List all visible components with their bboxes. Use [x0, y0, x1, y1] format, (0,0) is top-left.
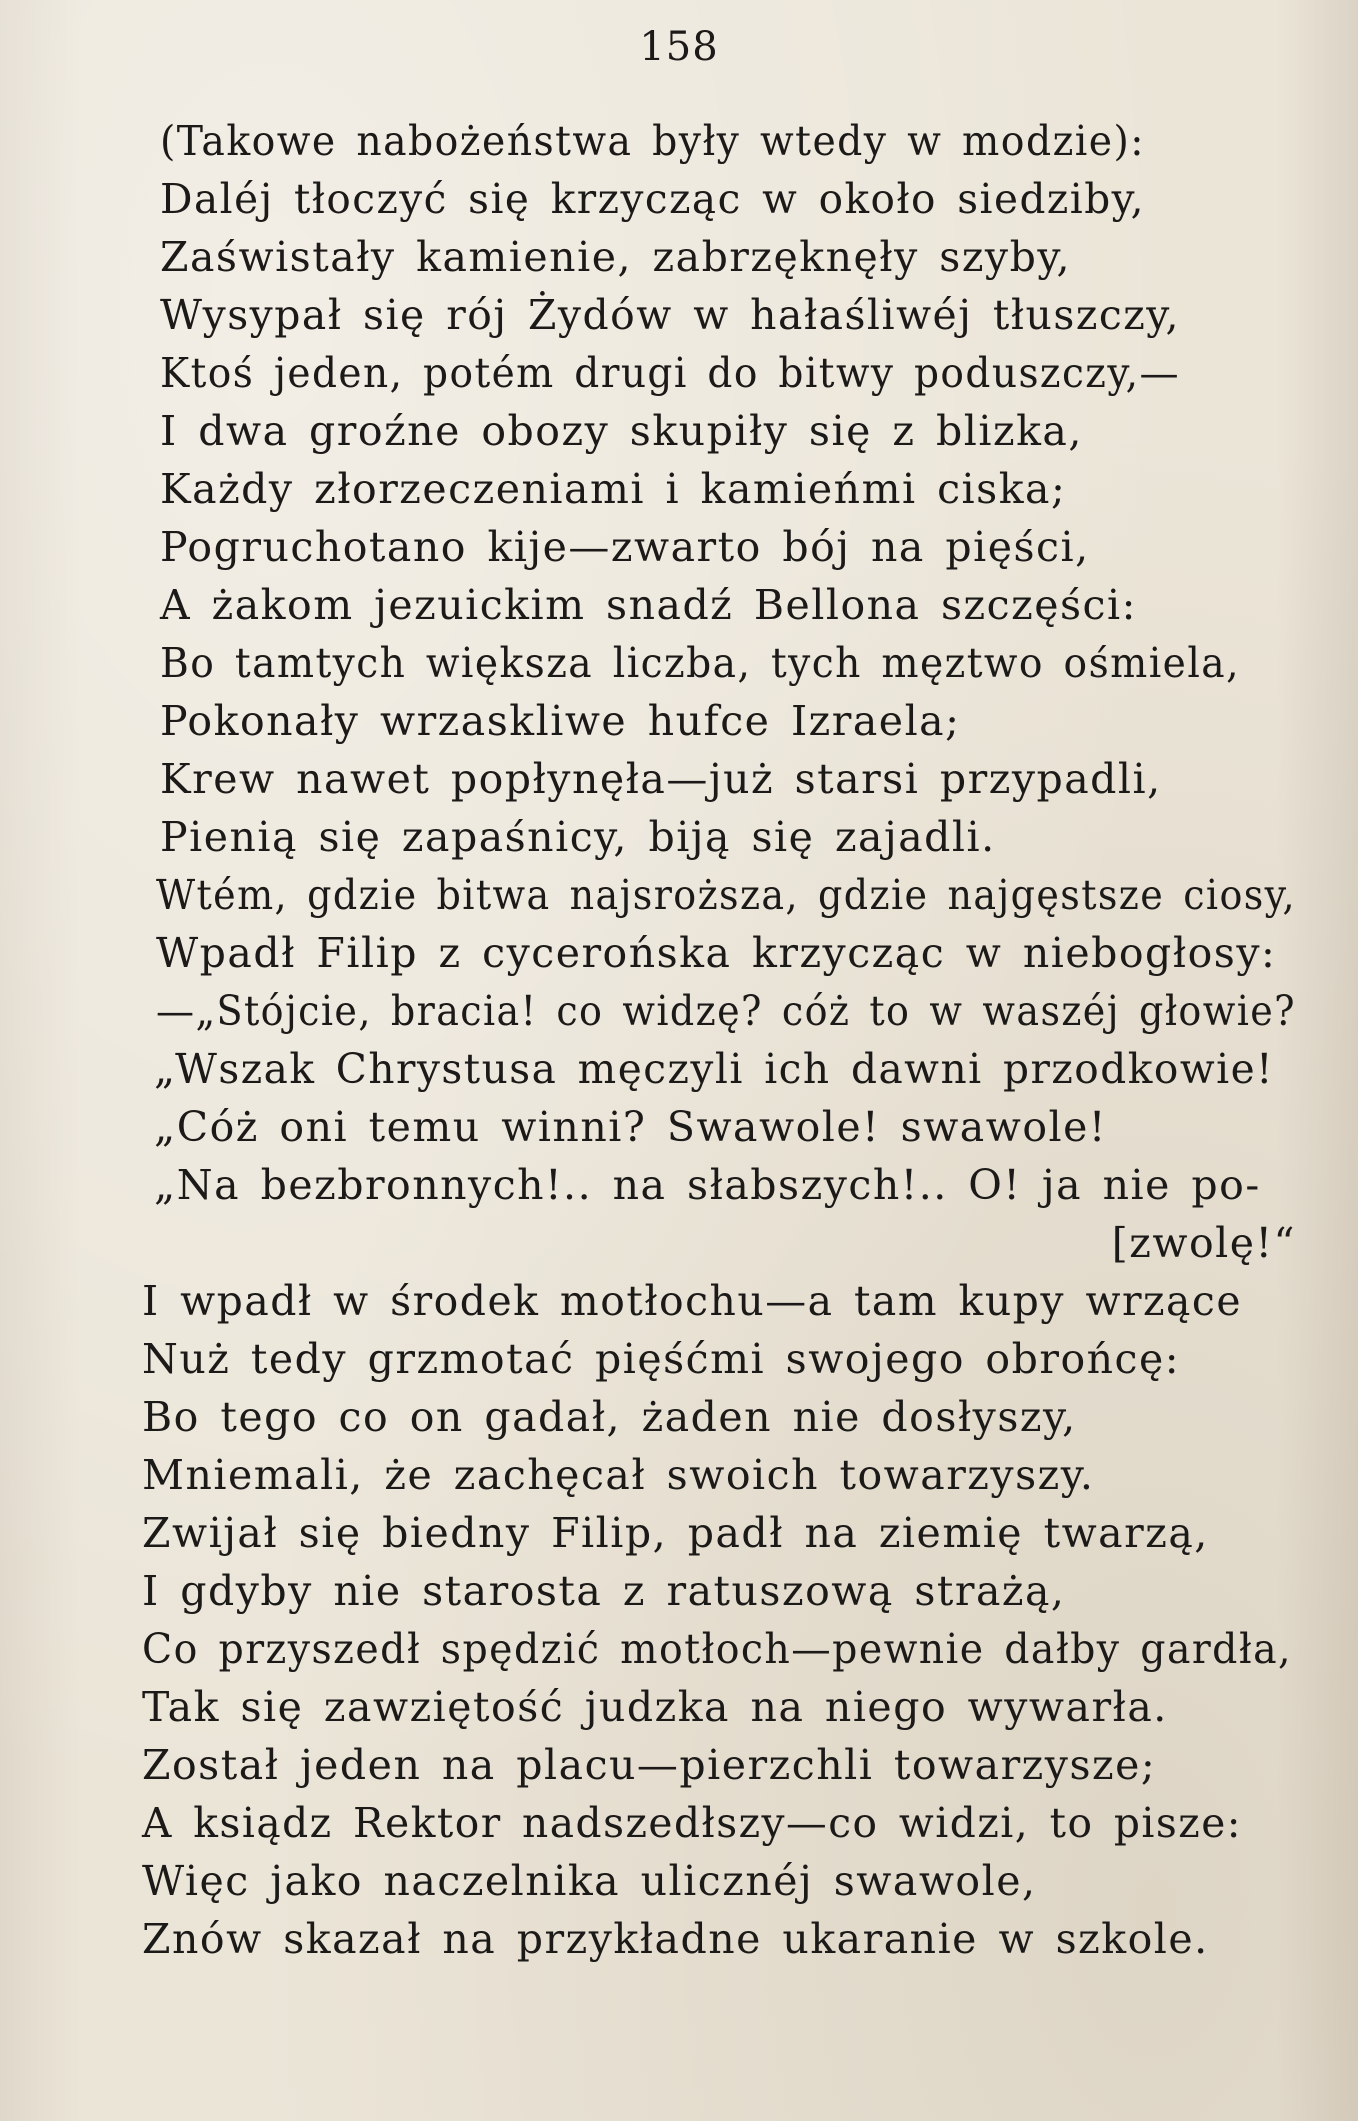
poem-line: Tak się zawziętość judzka na niego wywarła.: [142, 1683, 1168, 1731]
poem-line: Pokonały wrzaskliwe hufce Izraela;: [160, 697, 961, 745]
poem-line: Bo tamtych większa liczba, tych męztwo ośmiela,: [160, 639, 1240, 687]
poem-line: Ktoś jeden, potém drugi do bitwy poduszczy,—: [160, 349, 1181, 397]
poem-line: Wysypał się rój Żydów w hałaśliwéj tłuszczy,: [160, 291, 1180, 339]
poem-line: Daléj tłoczyć się krzycząc w około siedziby,: [160, 175, 1146, 223]
poem-line: I gdyby nie starosta z ratuszową strażą,: [142, 1567, 1066, 1615]
poem-line: A ksiądz Rektor nadszedłszy—co widzi, to pisze:: [142, 1799, 1243, 1847]
poem-line: Nuż tedy grzmotać pięśćmi swojego obrońcę:: [142, 1335, 1181, 1383]
poem-line: „Wszak Chrystusa męczyli ich dawni przodkowie!: [154, 1045, 1274, 1093]
poem-line: Zaświstały kamienie, zabrzęknęły szyby,: [160, 233, 1072, 281]
poem-line: Wtém, gdzie bitwa najsroższa, gdzie najgęstsze ciosy,: [156, 871, 1297, 919]
poem-line: (Takowe nabożeństwa były wtedy w modzie):: [160, 117, 1146, 165]
poem-line: „Cóż oni temu winni? Swawole! swawole!: [154, 1103, 1107, 1151]
poem-line: „Na bezbronnych!.. na słabszych!.. O! ja nie po-: [154, 1161, 1261, 1209]
poem-line: Bo tego co on gadał, żaden nie dosłyszy,: [142, 1393, 1077, 1441]
poem-line: Mniemali, że zachęcał swoich towarzyszy.: [142, 1451, 1095, 1499]
poem-line: Wpadł Filip z cycerońska krzycząc w niebogłosy:: [156, 929, 1277, 977]
poem-line: Co przyszedł spędzić motłoch—pewnie dałby gardła,: [142, 1625, 1293, 1673]
poem-line: Więc jako naczelnika ulicznéj swawole,: [142, 1857, 1037, 1905]
poem-line: Znów skazał na przykładne ukaranie w szkole.: [142, 1915, 1209, 1963]
poem-line: Krew nawet popłynęła—już starsi przypadli,: [160, 755, 1162, 803]
poem-line: I dwa groźne obozy skupiły się z blizka,: [160, 407, 1083, 455]
poem-line: Zwijał się biedny Filip, padł na ziemię twarzą,: [142, 1509, 1209, 1557]
poem-line: Został jeden na placu—pierzchli towarzysze;: [142, 1741, 1157, 1789]
poem-line: Każdy złorzeczeniami i kamieńmi ciska;: [160, 465, 1067, 513]
poem-line: A żakom jezuickim snadź Bellona szczęści:: [160, 581, 1137, 629]
poem-line: Pienią się zapaśnicy, biją się zajadli.: [160, 813, 996, 861]
poem-line: —„Stójcie, bracia! co widzę? cóż to w waszéj głowie?: [156, 987, 1296, 1035]
poem-line-continuation: [zwolę!“: [1111, 1219, 1296, 1267]
page-number: 158: [639, 24, 719, 70]
poem-line: Pogruchotano kije—zwarto bój na pięści,: [160, 523, 1090, 571]
poem-line: I wpadł w środek motłochu—a tam kupy wrzące: [142, 1277, 1243, 1325]
